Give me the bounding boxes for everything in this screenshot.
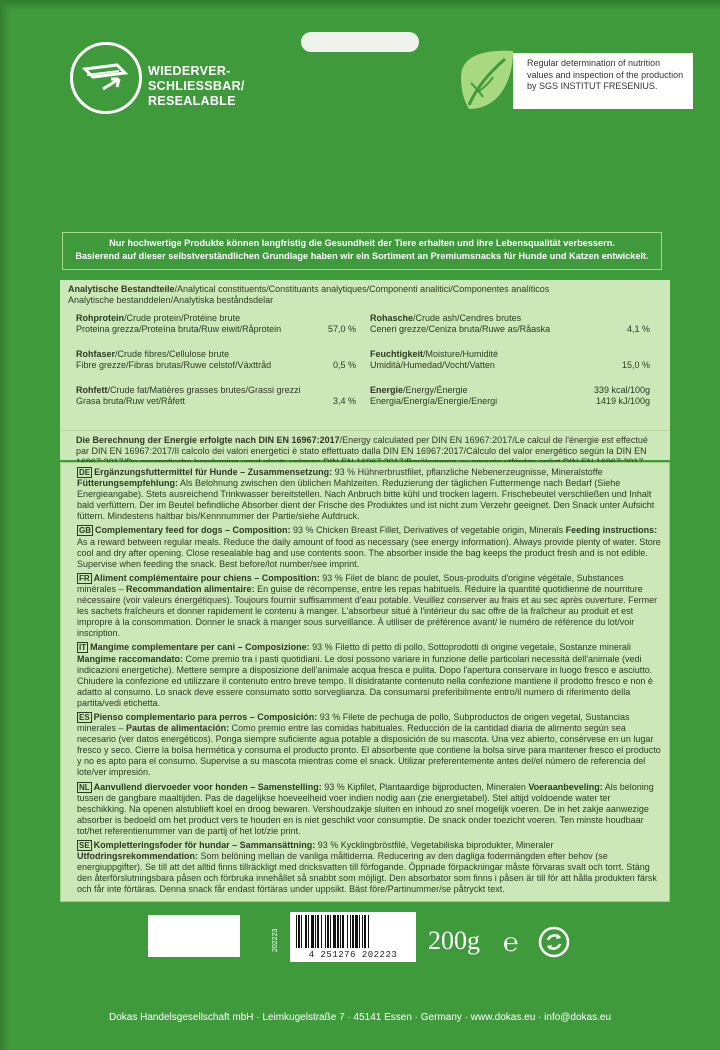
ash-value: 4,1 % [626, 324, 650, 334]
protein-value: 57,0 % [327, 324, 356, 334]
feeding-text: Als beloning tussen de gangbare maaltijden. Pas de dagelijkse hoeveelheid voer indien nodig aan (zie energietabel). Stel altijd voldoende water ter beschikking. Na openen alstublieft koel en droog bewaren. Vershoudzakje sluiten en inhoud zo snel mogelijk voeren. De in het zakje aanwezige absorber is bedoeld om het product vers te houden en is niet geschikt voor consumptie. De snack onder toezicht voeren. Ten minste houdbaar tot/het referentienummer van de partij of het lot/zie print. [77, 781, 654, 836]
barcode-bar [315, 915, 316, 948]
feeding-heading: Utfodringsrekommendation: [77, 851, 199, 862]
barcode-bar [311, 915, 314, 948]
energy-note-text: /Energy calculated per DIN EN 16967:2017/Le calcul de l'énergie est effectué par DIN EN 16967:2017/Il calcolo dei valori energetici è stato effettuato dalla DIN EN 16967:2017/Cálculo del valor energético según la DIN EN [76, 435, 648, 456]
intro-line-1: Nur hochwertige Produkte können langfristig die Gesundheit der Tiere erhalten und ihre Lebensqualität verbessern. [109, 238, 615, 248]
composition-text: 93 % Filet de blanc de poulet, Sous-produits d'origine végétale, Substances minérales – [77, 572, 624, 594]
instructions-fr [77, 573, 661, 640]
instructions-se [77, 840, 661, 895]
feeding-text: Als Belohnung zwischen den üblichen Mahlzeiten. Reduzierung der täglichen Futtermenge nach Bedarf (Siehe Energieangabe). Stets ausreichend Trinkwasser bereitstellen. Nach Anbruch bitte kühl und trocken lagern. Frischebeutel verschließen und Inhalt bald verfüttern. Der im Beutel befindliche Absorber dient der Frische des Produktes und ist nicht zum Verzehr geeignet. Den Snack unter Aufsicht füttern. Mindestens haltbar bis/Kennnummer der Partie/siehe Aufdruck. [77, 478, 655, 522]
barcode-bar [325, 915, 326, 948]
barcode-bar [305, 915, 307, 948]
barcode-bar [359, 915, 360, 948]
barcode-bar [342, 915, 344, 948]
quality-seal [455, 47, 700, 115]
feeding-text: Come premio tra i pasti quotidiani. Le dosi possono variare in funzione delle particolari necessità dell'animale (vedi indicazioni energetiche). Mettere sempre a disposizione dell'animale acqua fresca e pulita. Dopo l'apertura conservare in luogo fresco e asciutto. Chiudere la confezione ed utilizzare il contenuto entro breve tempo. Il disidratante contenuto nella confezione mantiene il prodotto fresco e non è adatto al consumo. Lo snack deve essere consumato sotto sorveglianza. Da consumarsi preferibilmente entro/il numero di riferimento della partita/vedi etichetta. [77, 653, 653, 708]
composition-text: 93 % Filete de pechuga de pollo, Subproductos de origen vegetal, Sustancias minerales – [77, 711, 630, 734]
fibre-label: Rohfaser [76, 349, 116, 359]
ash-translations: /Crude ash/Cendres brutes [413, 313, 522, 323]
feeding-text: En guise de récompense, entre les repas habituels. Réduire la quantité quotidienne de nourriture nécessaire (voir valeurs énergétiques). Toujours fournir suffisamment d'eau potable. Veuillez conserver au frais et au sec après ouverture. Fermer les sachets fraîcheurs et donner rapidement le contenu à manger. L'absorbeur situé à l'intérieur du sac offre de la fraîcheur au produit et est impropre à la consommation. Donner le snack à manger sous surveillance. À utiliser de préférence avant/ le numéro de référence du lot/voir inscription. [77, 583, 658, 639]
feeding-heading: Recommandation alimentaire: [126, 583, 255, 594]
composition-heading: Pienso complementario para perros – Composición: [93, 711, 318, 722]
energy-kj: 1419 kJ/100g [595, 396, 650, 406]
fibre-value: 0,5 % [332, 360, 356, 370]
composition-text: 93 % Kipfilet, Plantaardige bijproducten, Mineralen [321, 781, 529, 792]
reseal-line-2: SCHLIESSBAR/ [148, 79, 245, 93]
composition-heading: Aanvullend diervoeder voor honden – Samenstelling: [93, 781, 322, 792]
fibre-translations-2: Fibre grezze/Fibras brutas/Ruwe celstof/Växttråd [76, 360, 272, 370]
composition-text: 93 % Filetto di petto di pollo, Sottoprodotti di origine vegetale, Sostanze minerali [309, 642, 631, 653]
energy-translations: /Energy/Énergie [403, 385, 468, 395]
barcode-bar [321, 915, 322, 948]
company-footer: Dokas Handelsgesellschaft mbH · Leimkugelstraße 7 · 45141 Essen · Germany · www.dokas.eu · info@dokas.eu [108, 1012, 612, 1023]
language-code: ES [79, 712, 90, 722]
feeding-instructions [60, 462, 670, 902]
reseal-icon [70, 42, 142, 114]
recycle-icon [538, 926, 570, 958]
fat-label: Rohfett [76, 385, 108, 395]
fat-translations: /Crude fat/Matières grasses brutes/Grassi grezzi [107, 385, 301, 395]
composition-text: 93 % Hühnerbrustfilet, pflanzliche Nebenerzeugnisse, Mineralstoffe [332, 467, 603, 477]
reseal-line-1: WIEDERVER- [148, 64, 231, 78]
language-code: SE [79, 841, 90, 850]
intro-line-2: Basierend auf dieser selbstverständlichen Grundlage haben wir ein Sortiment an Premiumsnacks für Hunde und Katzen entwickelt. [75, 251, 649, 261]
ash-label: Rohasche [370, 313, 414, 323]
instructions-nl [77, 782, 661, 837]
barcode-bar [298, 915, 300, 948]
barcode-bar [362, 915, 363, 948]
feeding-heading: Pautas de alimentación: [126, 723, 230, 734]
energy-kcal: 339 kcal/100g [593, 385, 650, 395]
reseal-label [148, 64, 245, 109]
analytics-heading [68, 284, 662, 306]
protein-translations: /Crude protein/Protéine brute [124, 313, 241, 323]
barcode-number: 4 251276 202223 [308, 950, 398, 960]
instructions-gb [77, 525, 661, 569]
barcode-bar [308, 915, 309, 948]
analytics-heading-bold: Analytische Bestandteile [68, 284, 175, 294]
feeding-heading: Fütterungsempfehlung: [77, 478, 178, 489]
analytics-heading-line2: Analytische bestanddelen/Analytiska beståndsdelar [68, 295, 274, 305]
analytics-right-column [370, 313, 650, 421]
barcode-bar [364, 915, 366, 948]
intro-statement [62, 232, 662, 270]
quality-seal-text: Regular determination of nutrition values and inspection of the production by SGS INSTITUT FRESENIUS. [513, 53, 693, 109]
fibre-row [76, 349, 356, 385]
composition-heading: Kompletteringsfoder för hundar – Sammansättning: [93, 840, 316, 850]
energy-calculation-note [60, 430, 670, 460]
protein-translations-2: Proteina grezza/Proteína bruta/Ruw eiwit/Råprotein [76, 324, 282, 334]
protein-label: Rohprotein [76, 313, 124, 323]
language-code: FR [79, 573, 90, 583]
language-code: DE [79, 468, 91, 477]
composition-text: 93 % Chicken Breast Fillet, Derivatives of vegetable origin, Minerals [290, 525, 566, 536]
ash-row [370, 313, 650, 349]
feeding-text: Como premio entre las comidas habituales. Reducción de la cantidad diaria de alimento según sea necesario (ver datos energéticos). Ponga siempre suficiente agua potable a disposición de su mascota. Una vez abierto, consérvese en un lugar fresco y seco. Cierre la bolsa hermética y consuma el producto pronto. El absorbente que contiene la bolsa sirve para mantener fresco el producto y no es apto para el consumo. Supervise a su mascota mientras come el snack. Utilizar preferentemente antes del/el número de referencia del lote/ver impresión. [77, 723, 661, 778]
barcode-bars [290, 912, 416, 950]
barcode [290, 912, 416, 962]
language-code: IT [79, 643, 87, 653]
composition-heading: Mangime complementare per cani – Composizione: [90, 642, 310, 653]
instructions-it [77, 642, 661, 709]
composition-heading: Aliment complémentaire pour chiens – Composition: [93, 572, 320, 583]
white-label-area [148, 915, 240, 957]
energy-note-bold: Die Berechnung der Energie erfolgte nach DIN EN 16967:2017 [76, 435, 340, 445]
fat-translations-2: Grasa bruta/Ruw vet/Råfett [76, 396, 186, 406]
feeding-heading: Voeraanbeveling: [528, 781, 603, 792]
language-code: NL [79, 782, 90, 792]
analytics-heading-rest: /Analytical constituents/Constituants analytiques/Componenti analitici/Componentes analíticos [174, 284, 550, 294]
energy-translations-2: Energia/Energía/Energie/Energi [370, 396, 498, 406]
barcode-bar [333, 915, 336, 948]
feeding-text: As a reward between regular meals. Reduce the daily amount of food as necessary (see energy information). Always provide plenty of water. Store cool and dry after opening. Close resealable bag and use contents soon. The absorber inside the bag keeps the product fresh and is not edible. Supervise when feeding the snack. Best before/lot number/see imprint. [77, 536, 661, 569]
fat-row [76, 385, 356, 421]
barcode-bar [350, 915, 351, 948]
feeding-heading: Feeding instructions: [565, 525, 658, 536]
moisture-label: Feuchtigkeit [370, 349, 424, 359]
barcode-bar [347, 915, 348, 948]
barcode-bar [330, 915, 331, 948]
fat-value: 3,4 % [332, 396, 356, 406]
analytics-left-column [76, 313, 356, 421]
net-weight: 200g [428, 926, 480, 955]
analytical-constituents [60, 280, 670, 430]
ash-translations-2: Ceneri grezze/Ceniza bruta/Ruwe as/Råaska [370, 324, 551, 334]
fibre-translations: /Crude fibres/Cellulose brute [115, 349, 230, 359]
barcode-bar [296, 915, 297, 948]
feeding-heading: Mangime raccomandato: [77, 653, 184, 664]
barcode-bar [327, 915, 329, 948]
composition-heading: Ergänzungsfuttermittel für Hunde – Zusammensetzung: [94, 467, 333, 477]
composition-text: 93 % Kycklingbröstfilé, Vegetabiliska biprodukter, Mineraler [315, 840, 554, 850]
reseal-line-3: RESEALABLE [148, 94, 236, 108]
barcode-side-number: 202223 [272, 928, 279, 952]
feeding-text: Som belöning mellan de vanliga måltiderna. Reducering av den dagliga fodermängden efter behov (se energiuppgifter). Se till att det alltid finns tillräckligt med dricksvatten till förfogande. Öppnade förpackningar måste förvaras svalt och torrt. Stäng den återförslutningsbara påsen och förbruka innehållet så snabbt som möjligt. Den absorbator som finns i påsen är till för att hålla produkten färsk och får inte förtäras. Denna snack får endast förtäras under uppsikt. Bäst före/Partinummer/se påtryckt text. [77, 851, 657, 895]
barcode-bar [337, 915, 339, 948]
composition-heading: Complementary feed for dogs – Composition: [95, 525, 291, 536]
moisture-row [370, 349, 650, 385]
moisture-translations-2: Umidità/Humedad/Vocht/Vatten [370, 360, 495, 370]
language-code: GB [79, 526, 91, 536]
energy-row [370, 385, 650, 421]
barcode-bar [301, 915, 302, 948]
moisture-translations: /Moisture/Humidité [423, 349, 499, 359]
energy-label: Energie [370, 385, 404, 395]
instructions-de [77, 467, 661, 522]
barcode-bar [317, 915, 319, 948]
barcode-bar [355, 915, 358, 948]
barcode-bar [352, 915, 354, 948]
barcode-bar [368, 915, 369, 948]
moisture-value: 15,0 % [621, 360, 650, 370]
instructions-es [77, 712, 661, 779]
barcode-bar [340, 915, 341, 948]
hang-hole [301, 32, 419, 52]
protein-row [76, 313, 356, 349]
estimated-sign: ℮ [503, 927, 519, 957]
energy-values [594, 385, 650, 407]
leaf-icon [455, 47, 519, 115]
